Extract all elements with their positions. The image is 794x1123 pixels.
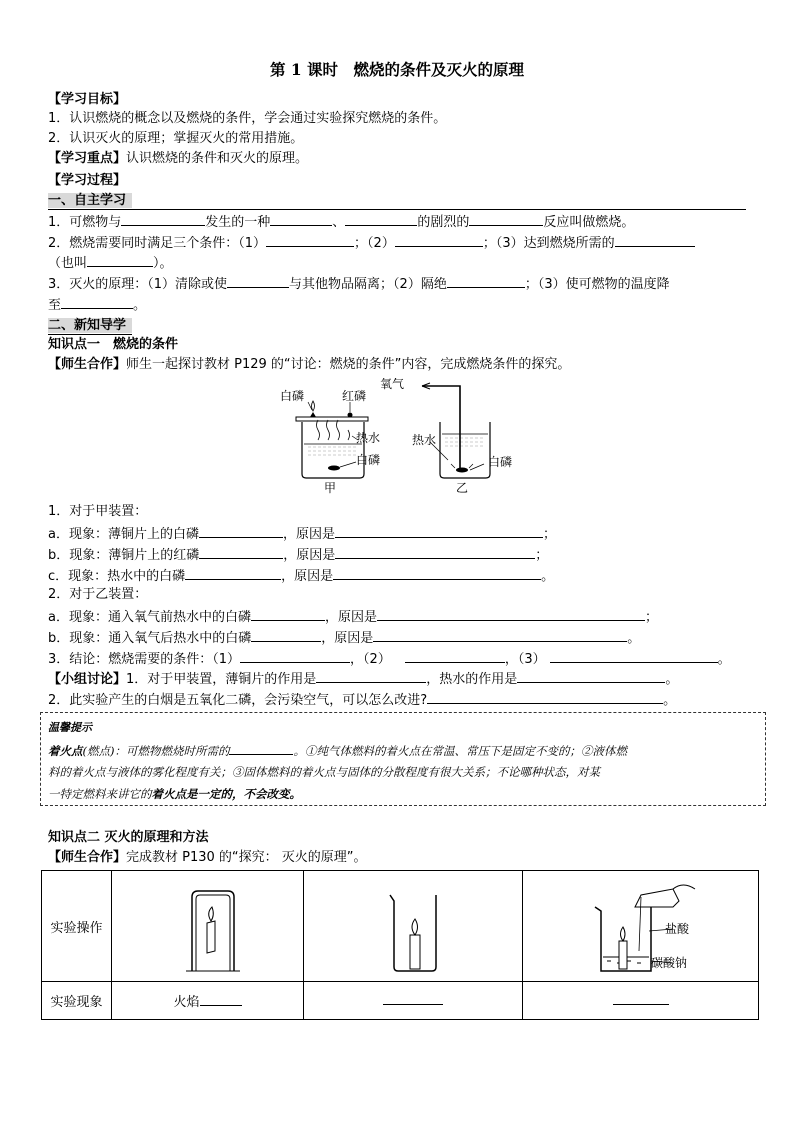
k2-coop-text: 完成教材 P130 的“探究： 灭火的原理”。 — [126, 850, 367, 865]
tip-line3-a: 一特定燃料来讲它的 — [48, 787, 152, 801]
device1-a-blank-1[interactable] — [199, 525, 283, 538]
q1-blank-3[interactable] — [345, 213, 417, 226]
operation-cell-1 — [112, 871, 304, 982]
phenomenon-cell-1 — [112, 982, 304, 1020]
phenomenon-blank-2[interactable] — [383, 992, 443, 1005]
combustion-apparatus-figure — [270, 378, 540, 498]
device1-a-blank-2[interactable] — [335, 525, 543, 538]
q3b-text-a: 至 — [48, 298, 62, 313]
row-label-phenomenon: 实验现象 — [42, 982, 112, 1020]
candle-beaker-figure — [304, 871, 522, 981]
yi-label-white-p: 白磷 — [488, 455, 513, 469]
jia-label-white-p-2: 白磷 — [356, 453, 381, 467]
row-label-operation: 实验操作 — [42, 871, 112, 982]
q1-blank-1[interactable] — [121, 213, 205, 226]
device1-c-reason: ，原因是 — [281, 569, 334, 584]
group2-blank[interactable] — [427, 691, 663, 704]
q2b-line — [48, 254, 173, 272]
candle-flame-icon — [209, 907, 214, 921]
q2-blank-2[interactable] — [395, 234, 483, 247]
yi-label-oxygen: 氧气 — [380, 378, 405, 391]
q1-text-c: 、 — [332, 215, 346, 230]
device1-b-end: ； — [535, 548, 549, 563]
k1-heading: 知识点一 燃烧的条件 — [48, 337, 179, 352]
device2-b — [48, 629, 640, 647]
device1-a-text: a．现象：薄铜片上的白磷 — [48, 527, 199, 542]
group2-text-a: 2．此实验产生的白烟是五氧化二磷，会污染空气，可以怎么改进? — [48, 693, 428, 708]
table-row-operation — [42, 871, 759, 982]
q3-blank-2[interactable] — [447, 275, 525, 288]
yi-caption: 乙 — [456, 481, 469, 495]
device2-a-text: a．现象：通入氧气前热水中的白磷 — [48, 610, 251, 625]
k2-coop-label: 【师生合作】 — [48, 850, 127, 865]
section2-heading: 二、新知导学 — [48, 318, 127, 333]
goals-heading: 【学习目标】 — [48, 92, 127, 107]
device2-title: 2．对于乙装置： — [48, 587, 148, 602]
device1-c-blank-2[interactable] — [333, 567, 541, 580]
tip-heading: 温馨提示 — [48, 721, 92, 734]
device1-c-end: 。 — [541, 569, 555, 584]
group-text-b: ，热水的作用是 — [426, 672, 518, 687]
goal-item-1: 1．认识燃烧的概念以及燃烧的条件，学会通过实验探究燃烧的条件。 — [48, 111, 447, 126]
phenomenon-cell-3 — [523, 982, 759, 1020]
conclusion-blank-2[interactable] — [405, 650, 505, 663]
q2-blank-1[interactable] — [266, 234, 354, 247]
q1-text-a: 1．可燃物与 — [48, 215, 122, 230]
device1-b-reason: ，原因是 — [283, 548, 336, 563]
group-label: 【小组讨论】 — [48, 672, 127, 687]
group-blank-1[interactable] — [316, 670, 426, 683]
key-points-label: 【学习重点】 — [48, 151, 127, 166]
tip-line-3 — [48, 786, 301, 802]
phenomenon-cell-2 — [304, 982, 523, 1020]
device1-b-blank-2[interactable] — [335, 546, 535, 559]
q2b-blank[interactable] — [87, 254, 153, 267]
process-heading: 【学习过程】 — [48, 173, 127, 188]
key-points-text: 认识燃烧的条件和灭火的原理。 — [126, 151, 309, 166]
device2-b-blank-2[interactable] — [373, 629, 627, 642]
oxygen-tube — [422, 386, 460, 468]
phenomenon-blank-3[interactable] — [613, 992, 669, 1005]
section1-rule — [48, 209, 746, 210]
apparatus-jia — [280, 388, 380, 495]
device1-a — [48, 525, 556, 543]
q1-text-b: 发生的一种 — [205, 215, 271, 230]
tip-line1-b: 。①纯气体燃料的着火点在常温、常压下是固定不变的；②液体燃 — [293, 744, 627, 758]
group2-text-b: 。 — [663, 693, 677, 708]
tip-line3-b: 着火点是一定的，不会改变。 — [151, 787, 301, 801]
k1-coop-label: 【师生合作】 — [48, 357, 127, 372]
q3b-blank[interactable] — [61, 296, 133, 309]
device1-b-text: b．现象：薄铜片上的红磷 — [48, 548, 200, 563]
device1-a-reason: ，原因是 — [282, 527, 335, 542]
q1-text-d: 的剧烈的 — [417, 215, 470, 230]
conclusion-text-c: ，（3） — [504, 652, 546, 667]
k2-coop — [48, 850, 367, 866]
phenomenon-blank-1[interactable] — [200, 993, 242, 1006]
device1-b — [48, 546, 548, 564]
candle-flame-icon-2 — [412, 919, 418, 935]
q2b-text-b: ）。 — [153, 256, 173, 271]
q1-text-e: 反应叫做燃烧。 — [543, 215, 635, 230]
group-discussion-1 — [48, 670, 678, 688]
jia-label-white-p: 白磷 — [280, 389, 305, 403]
apparatus-yi — [380, 378, 512, 495]
conclusion-text-a: 3．结论：燃烧需要的条件：（1） — [48, 652, 241, 667]
goal-item-2: 2．认识灭火的原理；掌握灭火的常用措施。 — [48, 131, 304, 146]
candle-acid-figure — [523, 871, 758, 981]
device1-b-blank-1[interactable] — [199, 546, 283, 559]
phenomenon-prefix: 火焰 — [173, 995, 200, 1010]
q2-blank-3[interactable] — [615, 234, 695, 247]
group-discussion-2 — [48, 691, 676, 709]
device1-c — [48, 567, 554, 585]
device2-b-end: 。 — [627, 631, 641, 646]
q2-text-a: 2．燃烧需要同时满足三个条件：（1） — [48, 236, 267, 251]
jia-label-hot-water: 热水 — [356, 431, 381, 445]
key-points — [48, 151, 308, 167]
q3-line — [48, 275, 670, 293]
jia-label-red-p: 红磷 — [342, 389, 367, 403]
operation-cell-3 — [523, 871, 759, 982]
candle-glass-cover-figure — [112, 871, 303, 981]
conclusion-blank-1[interactable] — [240, 650, 350, 663]
device1-a-end: ； — [542, 527, 556, 542]
jia-caption: 甲 — [324, 481, 337, 495]
k2-heading: 知识点二 灭火的原理和方法 — [48, 830, 209, 845]
tip-blank[interactable] — [229, 742, 293, 755]
section1-heading: 一、自主学习 — [48, 193, 127, 208]
tip-line-2: 料的着火点与液体的雾化程度有关；③固体燃料的着火点与固体的分散程度有很大关系；不论哪种状态，对某 — [48, 765, 600, 779]
copper-plate — [296, 417, 368, 421]
device2-a-blank-2[interactable] — [377, 608, 645, 621]
group-text-c: 。 — [665, 672, 679, 687]
device1-c-text: c．现象：热水中的白磷 — [48, 569, 186, 584]
tip-line1-a: (燃点)：可燃物燃烧时所需的 — [82, 744, 230, 758]
q3-text-b: 与其他物品隔离；（2）隔绝 — [289, 277, 447, 292]
q3b-text-b: 。 — [133, 298, 147, 313]
q2-text-b: ；（2） — [354, 236, 395, 251]
page-title: 第 1 课时 燃烧的条件及灭火的原理 — [269, 60, 525, 79]
operation-cell-2 — [304, 871, 523, 982]
conclusion-text-b: ，（2） — [350, 652, 391, 667]
device2-a — [48, 608, 658, 626]
section2-rule — [48, 334, 132, 335]
tip-ignition-label: 着火点 — [48, 744, 83, 758]
k1-coop — [48, 357, 570, 373]
device1-c-blank-1[interactable] — [185, 567, 281, 580]
q1-blank-2[interactable] — [270, 213, 332, 226]
device2-a-end: ； — [644, 610, 658, 625]
label-na2co3: 碳酸钠 — [651, 956, 688, 970]
q3-text-c: ；（3）使可燃物的温度降 — [524, 277, 670, 292]
table-row-phenomenon — [42, 982, 759, 1020]
k1-coop-text: 师生一起探讨教材 P129 的“讨论：燃烧的条件”内容，完成燃烧条件的探究。 — [126, 357, 571, 372]
yi-label-hot-water: 热水 — [412, 433, 437, 447]
q3-text-a: 3．灭火的原理：（1）清除或使 — [48, 277, 228, 292]
q1-blank-4[interactable] — [469, 213, 543, 226]
group-text-a: 1．对于甲装置，薄铜片的作用是 — [126, 672, 317, 687]
q3b-line — [48, 296, 146, 314]
device2-b-text: b．现象：通入氧气后热水中的白磷 — [48, 631, 252, 646]
q1-line — [48, 213, 634, 231]
q2-text-c: ；（3）达到燃烧所需的 — [482, 236, 615, 251]
conclusion-text-d: 。 — [717, 652, 731, 667]
conclusion-blank-3[interactable] — [550, 650, 718, 663]
group-blank-2[interactable] — [517, 670, 665, 683]
q3-blank-1[interactable] — [227, 275, 289, 288]
q2b-text-a: （也叫 — [48, 256, 88, 271]
device1-title: 1．对于甲装置： — [48, 504, 148, 519]
candle-flame-icon-3 — [621, 927, 626, 941]
label-hcl: 盐酸 — [665, 922, 690, 936]
device2-b-blank-1[interactable] — [251, 629, 321, 642]
tip-line-1 — [48, 742, 627, 759]
extinguish-experiment-table — [41, 870, 759, 1020]
device2-a-blank-1[interactable] — [251, 608, 325, 621]
conclusion-line — [48, 650, 731, 668]
device2-a-reason: ，原因是 — [324, 610, 377, 625]
q2-line — [48, 234, 695, 252]
device2-b-reason: ，原因是 — [321, 631, 374, 646]
